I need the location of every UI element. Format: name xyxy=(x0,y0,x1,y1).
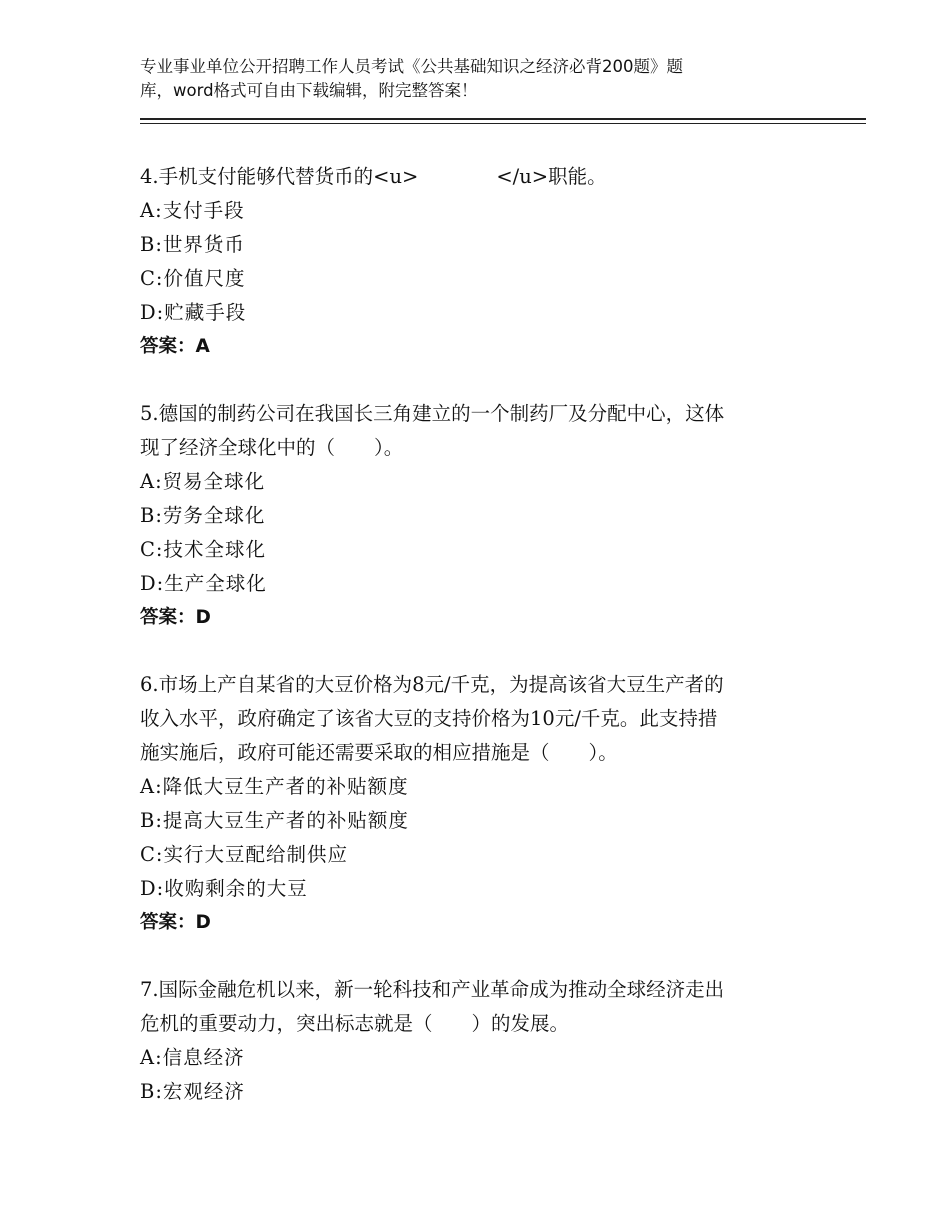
header-rule-thick xyxy=(140,118,866,120)
option-b: B:世界货币 xyxy=(140,233,245,256)
option-b: B:宏观经济 xyxy=(140,1080,245,1103)
answer-line: 答案：D xyxy=(140,607,211,628)
question-6 xyxy=(140,668,840,940)
question-stem-line1: 5.德国的制药公司在我国长三角建立的一个制药厂及分配中心，这体 xyxy=(140,402,725,425)
option-a: A:支付手段 xyxy=(140,199,245,222)
question-stem-line2: 危机的重要动力，突出标志就是（ ）的发展。 xyxy=(140,1012,570,1035)
option-c: C:技术全球化 xyxy=(140,538,266,561)
question-4 xyxy=(140,160,840,364)
stem-part-before-blank: 4.手机支付能够代替货币的<u> xyxy=(140,165,419,188)
answer-line: 答案：D xyxy=(140,912,211,933)
answer-line: 答案：A xyxy=(140,336,210,357)
question-stem xyxy=(140,160,840,194)
option-a: A:降低大豆生产者的补贴额度 xyxy=(140,775,409,798)
option-d: D:贮藏手段 xyxy=(140,301,247,324)
stem-part-after-blank: </u>职能。 xyxy=(496,165,607,188)
option-b: B:提高大豆生产者的补贴额度 xyxy=(140,809,409,832)
header-title-line2: 库，word格式可自由下载编辑，附完整答案！ xyxy=(140,81,478,100)
header-title-line1: 专业事业单位公开招聘工作人员考试《公共基础知识之经济必背200题》题 xyxy=(140,57,683,76)
option-c: C:价值尺度 xyxy=(140,267,246,290)
question-stem-line3: 施实施后，政府可能还需要采取的相应措施是（ ）。 xyxy=(140,741,618,764)
option-a: A:信息经济 xyxy=(140,1046,245,1069)
option-d: D:生产全球化 xyxy=(140,572,267,595)
question-stem-line1: 7.国际金融危机以来，新一轮科技和产业革命成为推动全球经济走出 xyxy=(140,978,725,1001)
document-header xyxy=(140,55,840,103)
question-stem-line2: 收入水平，政府确定了该省大豆的支持价格为10元/千克。此支持措 xyxy=(140,707,718,730)
question-5 xyxy=(140,397,840,635)
question-stem-line1: 6.市场上产自某省的大豆价格为8元/千克，为提高该省大豆生产者的 xyxy=(140,673,724,696)
question-7 xyxy=(140,973,840,1109)
option-c: C:实行大豆配给制供应 xyxy=(140,843,348,866)
option-d: D:收购剩余的大豆 xyxy=(140,877,308,900)
question-stem-line2: 现了经济全球化中的（ ）。 xyxy=(140,436,404,459)
option-a: A:贸易全球化 xyxy=(140,470,266,493)
header-rule-thin xyxy=(140,123,866,124)
question-list xyxy=(140,160,840,1109)
option-b: B:劳务全球化 xyxy=(140,504,266,527)
